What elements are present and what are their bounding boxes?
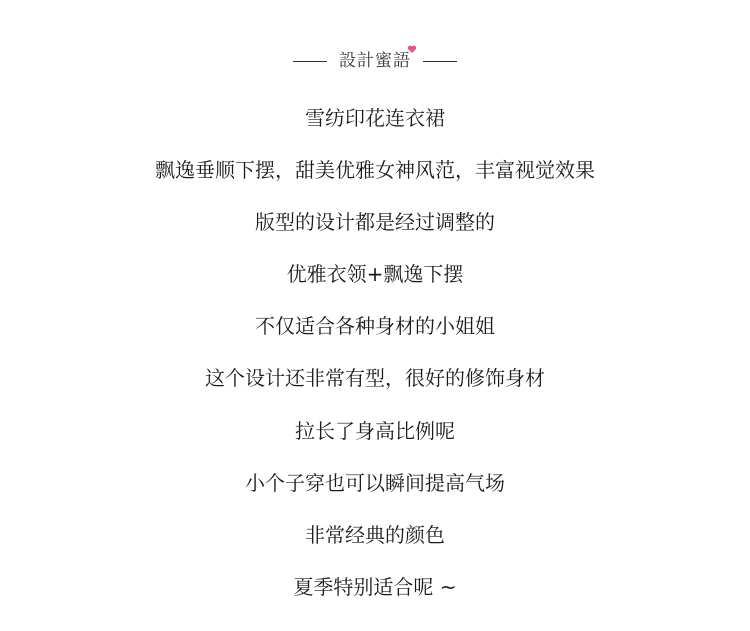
description-line: 雪纺印花连衣裙 [305, 106, 445, 130]
header-right-rule [423, 61, 457, 62]
description-line: 版型的设计都是经过调整的 [255, 210, 495, 234]
description-line: 不仅适合各种身材的小姐姐 [255, 314, 495, 338]
header-title: 設計蜜語 [339, 51, 411, 71]
description-line: 小个子穿也可以瞬间提高气场 [245, 471, 505, 495]
description-line: 夏季特别适合呢 ~ [293, 575, 457, 599]
description-line: 拉长了身高比例呢 [295, 419, 455, 443]
description-line: 非常经典的颜色 [305, 523, 445, 547]
header-left-rule [293, 61, 327, 62]
heart-icon [407, 44, 417, 54]
section-header [0, 46, 750, 76]
description-line: 飘逸垂顺下摆，甜美优雅女神风范，丰富视觉效果 [155, 158, 595, 182]
header-title-wrap [339, 46, 411, 76]
description-line: 优雅衣领+飘逸下摆 [286, 262, 464, 286]
description-line: 这个设计还非常有型，很好的修饰身材 [205, 366, 545, 390]
